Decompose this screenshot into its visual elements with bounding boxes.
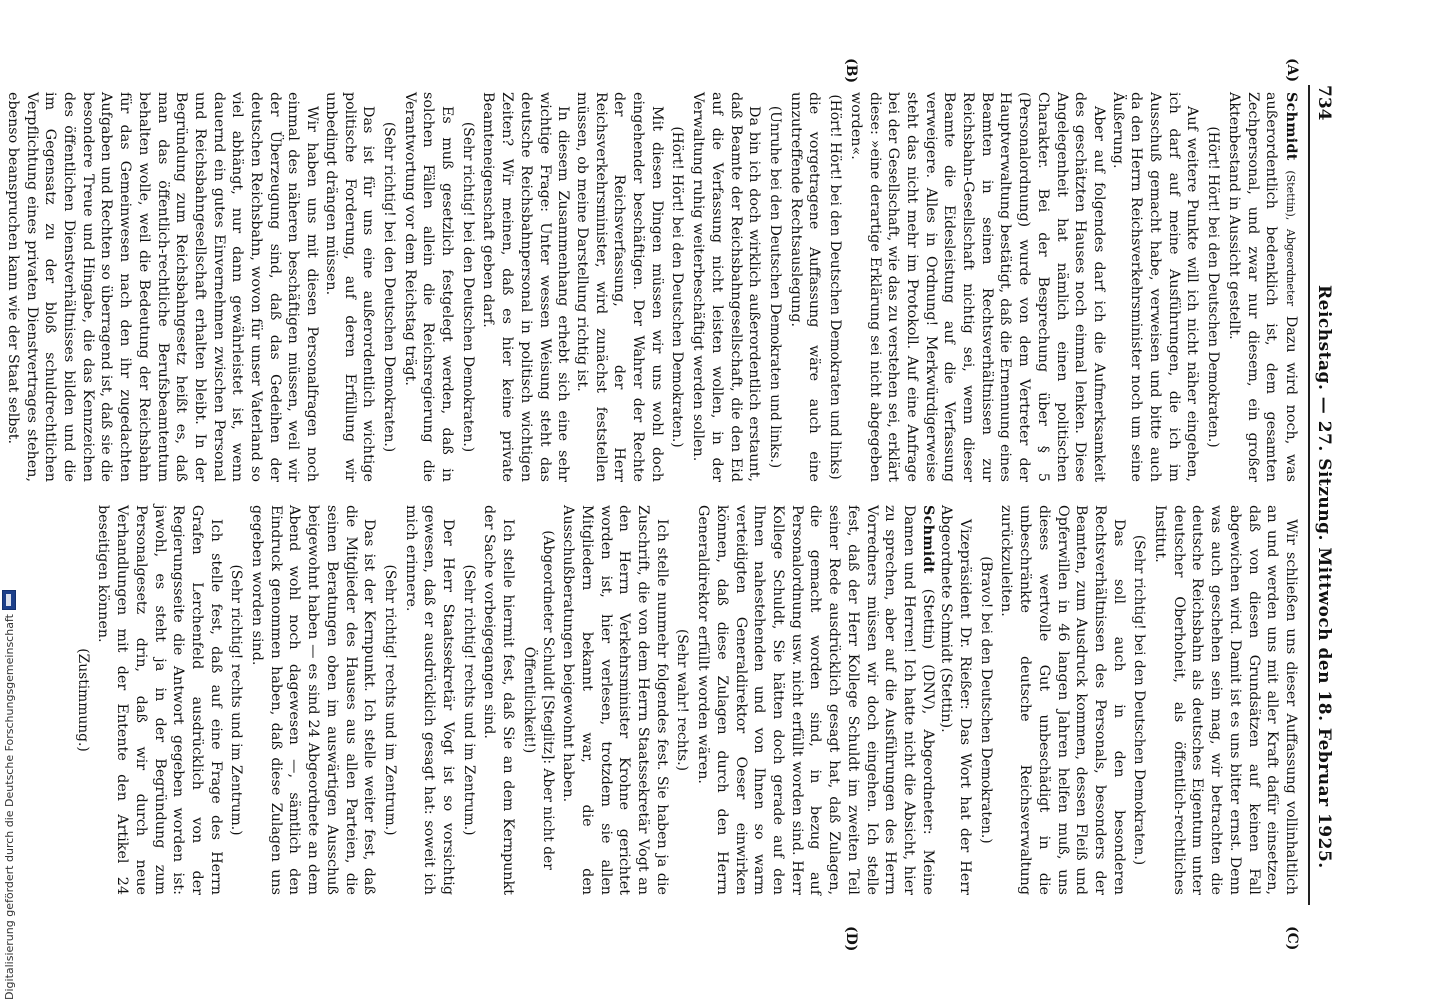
paragraph: Auf weitere Punkte will ich nicht näher eingehen, ich darf auf meine Ausführungen, die ich im Ausschuß gemacht habe, verweisen und bitte auch da den Herrn Reichsverkehrsminister noch um seine Äußerung. — [1109, 92, 1201, 482]
interjection: (Abgeordneter Schuldt [Steglitz]: Aber nicht der Öffentlichkeit!) — [520, 530, 556, 870]
dfg-logo-icon — [2, 590, 16, 610]
paragraph: Das ist der Kernpunkt. Ich stelle weiter fest, daß die Mitglieder des Hauses aus allen Parteien, die seinen Beratungen oben im auswärtigen Ausschuß beigewohnt haben — es sind 24 Abgeordnete an dem Abend wohl noch dagewesen —, sämtlich den Eindruck genommen haben, daß diese Zulagen uns gegeben worden sind. — [249, 505, 378, 895]
interjection: (Sehr richtig! rechts und im Zentrum.) — [228, 564, 245, 836]
paragraph: Das ist für uns eine außerordentlich wichtige politische Forderung, auf deren Erfüllung wir unbedingt drängen müssen. — [322, 92, 377, 482]
paragraph: Das soll auch in den besonderen Rechtsverhältnissen des Personals, besonders der Beamten, zum Ausdruck kommen, dessen Fleiß und Opferwillen in 46 langen Jahren helfen muß, uns dieses wertvolle Gut unbeschädigt in die unbeschränkte deutsche Reichsverwaltung zurückzuleiten. — [998, 505, 1127, 895]
left-text-column — [4, 92, 1300, 482]
paragraph: Wir schließen uns dieser Auffassung vollinhaltlich an und werden uns mit aller Kraft dafür einsetzen, daß von diesen Grundsätzen auf keinen Fall abgewichen wird. Damit ist es uns bitter ernst. Denn was auch geschehen sein mag, wir betrachten die deutsche Reichsbahn als deutsches Eigentum unter deutscher Oberhoheit, als öffentlich-rechtliches Institut. — [1152, 505, 1299, 895]
paragraph: Da bin ich doch wirklich außerordentlich erstaunt, daß Beamte der Reichsbahngesellschaft, die den Eid auf die Verfassung nicht leisten wollen, in der Verwaltung ruhig weiterbeschäftigt werden sollen. — [690, 92, 763, 482]
paragraph: Es muß gesetzlich festgelegt werden, daß in solchen Fällen allein die Reichsregierung die Verantwortung vor dem Reichstag trägt. — [401, 92, 456, 482]
interjection: (Sehr richtig! bei den Deutschen Demokraten.) — [1131, 534, 1148, 866]
paragraph-text: (Stettin) (DNV), Abgeordneter: Meine Damen und Herren! Ich hatte nicht die Absicht, hier zu sprechen, aber auf die Ausführungen des Herrn Vorredners müssen wir doch eingehen. Ich stelle fest, daß der Herr Kollege Schuldt im zweiten Teil seiner Rede ausdrücklich gesagt hat, daß Zulagen, die gemacht worden sind, in bezug auf Personalordnung usw. nicht erfüllt worden sind. Herr Kollege Schuldt, Sie hätten doch gerade auf den Ihnen nahestehenden und von Ihnen so warm verteidigten Generaldirektor Oeser einwirken können, daß diese Zulagen durch den Herrn Generaldirektor erfüllt worden wären. — [695, 505, 936, 896]
paragraph — [694, 505, 937, 895]
paragraph: Mit diesen Dingen müssen wir uns wohl doch eingehender beschäftigen. Der Wahrer der Rechte der Reichsverfassung, der Herr Reichsverkehrsminister, wird zunächst feststellen müssen, ob meine Darstellung richtig ist. — [573, 92, 665, 482]
margin-mark-a: (A) — [1284, 58, 1300, 83]
paragraph: Der Herr Staatssekretär Vogt ist so vorsichtig gewesen, daß er ausdrücklich gesagt hat: soweit ich mich erinnere. — [402, 505, 457, 895]
interjection: (Sehr richtig! rechts und im Zentrum.) — [381, 564, 398, 836]
paragraph: Wir haben uns mit diesen Personalfragen noch einmal des näheren beschäftigen müssen, weil wir der Überzeugung sind, daß das Gedeihen der deutschen Reichsbahn, wovon für unser Vaterland so viel abhängt, nur dann gewährleistet ist, wenn dauernd ein gutes Einvernehmen zwischen Personal und Reichsbahngesellschaft erhalten bleibt. In der Begründung zum Reichsbahngesetz heißt es, daß man das öffentlich-rechtliche Berufsbeamtentum behalten wolle, weil die Bedeutung der Reichsbahn für das Gemeinwesen nach den ihr zugedachten Aufgaben und Rechten so überragend ist, daß sie die besondere Treue und Hingabe, die das Kennzeichen des öffentlichen Dienstverhältnisses bilden und die im Gegensatz zu der bloß schuldrechtlichen Verpflichtung eines privaten Dienstvertrages stehen, ebenso beanspruchen kann wie der Staat selbst. — [4, 92, 321, 482]
speaker-name: Schmidt — [1283, 92, 1299, 161]
interjection: (Sehr richtig! bei den Deutschen Demokraten.) — [380, 121, 397, 453]
running-head — [1308, 85, 1334, 905]
paragraph: Vizepräsident Dr. Rießer: Das Wort hat der Herr Abgeordnete Schmidt (Stettin). — [938, 505, 974, 895]
paragraph: In diesem Zusammenhang erhebt sich eine sehr wichtige Frage: Unter wessen Weisung steht das deutsche Reichsbahnpersonal in politisch wichtigen Zeiten? Wir meinen, daß es hier keine private Beamteneigenschaft geben darf. — [480, 92, 572, 482]
interjection: (Sehr wahr! rechts.) — [674, 628, 691, 772]
session-line: Reichstag. — 27. Sitzung. Mittwoch den 18. Februar 1925. — [1314, 285, 1334, 869]
right-text-column — [74, 505, 1300, 896]
speaker-note: (Stettin), Abgeordneter — [1284, 170, 1297, 307]
paragraph: Ich stelle hiermit fest, daß Sie an dem Kernpunkt der Sache vorbeigegangen sind. — [481, 505, 517, 895]
paragraph — [1224, 92, 1300, 482]
page-number: 734 — [1314, 85, 1334, 121]
paragraph: Ich stelle fest, daß auf eine Frage des Herrn Grafen Lerchenfeld ausdrücklich von der Regierungsseite die Antwort gegeben worden ist: jawohl, es steht ja in der Begründung zum Personalgesetz drin, daß wir durch neue Verhandlungen mit der Entente den Artikel 24 beseitigen können. — [95, 505, 224, 895]
interjection: (Bravo! bei den Deutschen Demokraten.) — [977, 556, 994, 844]
paragraph: Aber auf folgendes darf ich die Aufmerksamkeit des geschätzten Hauses noch einmal lenken. Diese Angelegenheit hat nämlich einen politischen Charakter. Bei der Besprechung über § 5 (Personalordnung) wurde von dem Vertreter der Hauptverwaltung bestätigt, daß die Ernennung eines Beamten in seinen Rechtsverhältnissen zur Reichsbahn-Gesellschaft nichtig sei, wenn dieser Beamte die Eidesleistung auf die Verfassung verweigere. Alles in Ordnung! Merkwürdigerweise steht das nicht mehr im Protokoll. Auf eine Anfrage bei der Gesellschaft, wie das zu verstehen sei, erklärt diese: »eine derartige Erklärung sei nicht abgegeben worden«. — [847, 92, 1107, 482]
margin-mark-c: (C) — [1284, 926, 1300, 951]
speaker-name: Schmidt — [919, 505, 936, 574]
interjection: (Zustimmung.) — [74, 648, 91, 752]
interjection: (Hört! Hört! bei den Deutschen Demokraten.) — [1205, 126, 1222, 448]
margin-mark-b: (B) — [843, 58, 859, 84]
interjection: (Sehr richtig! rechts und im Zentrum.) — [460, 564, 477, 836]
paragraph: die vorgetragene Auffassung wäre auch eine unzutreffende Rechtsauslegung. — [787, 92, 823, 482]
paragraph: Ich stelle nunmehr folgendes fest. Sie haben ja die Zuschrift, die von dem Herrn Staatssekretär Vogt an den Herrn Verkehrsminister Krohne gerichtet worden ist, hier verlesen, trotzdem sie allen Mitgliedern bekannt war, die den Ausschußberatungen beigewohnt haben. — [560, 505, 670, 895]
interjection: (Unruhe bei den Deutschen Demokraten und links.) — [767, 105, 784, 469]
paragraph-text: Dazu wird noch, was außerordentlich bedenklich ist, dem gesamten Zechpersonal, und zwar nur diesem, ein großer Aktenbestand in Aussicht gestellt. — [1225, 92, 1299, 482]
credit-text: Digitalisierung gefördert durch die Deutsche Forschungsgemeinschaft — [2, 614, 16, 1000]
interjection: (Sehr richtig! bei den Deutschen Demokraten.) — [459, 121, 476, 453]
interjection: (Hört! Hört! bei den Deutschen Demokraten und links) — [827, 94, 844, 480]
margin-mark-d: (D) — [843, 926, 859, 952]
digitization-credit — [1, 590, 17, 1000]
interjection: (Hört! Hört! bei den Deutschen Demokraten.) — [669, 126, 686, 448]
